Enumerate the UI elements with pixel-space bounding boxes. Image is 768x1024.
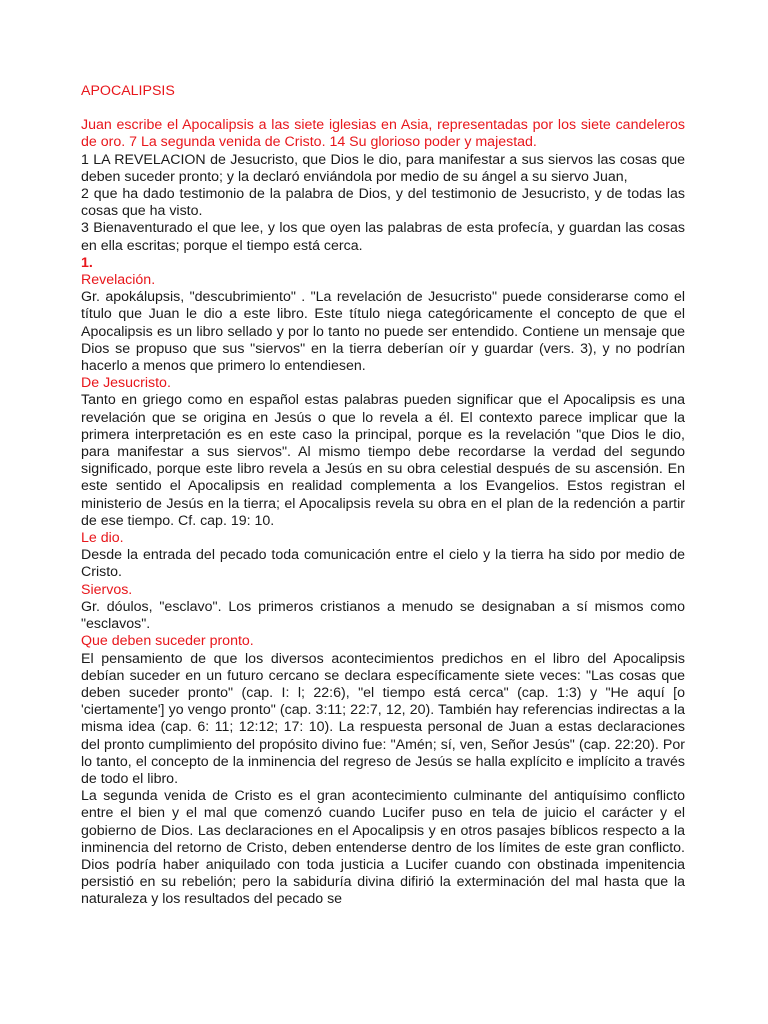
note-heading-que-deben-suceder: Que deben suceder pronto. [81,633,254,650]
note-heading-siervos: Siervos. [81,581,133,598]
verse-1: 1 LA REVELACION de Jesucristo, que Dios le dio, para manifestar a sus siervos las cosas que deben suceder pronto; y la declaró enviándola por medio de su ángel a su siervo Juan, [81,151,685,185]
document-page [81,83,685,909]
note-text-le-dio: Desde la entrada del pecado toda comunicación entre el cielo y la tierra ha sido por medio de Cristo. [81,547,685,581]
note-heading-revelacion: Revelación. [81,272,156,289]
document-title: APOCALIPSIS [81,83,175,99]
note-text-revelacion: Gr. apokálupsis, "descubrimiento" . "La revelación de Jesucristo" puede considerarse como el título que Juan le dio a este libro. Este título niega categóricamente el concepto de que el Apocalipsis es un libro sellado y por lo tanto no puede ser entendido. Contiene un mensaje que Dios se propuso que sus "siervos" en la tierra deberían oír y guardar (vers. 3), y no podrían hacerlo a menos que primero lo entendiesen. [81,289,685,375]
note-heading-le-dio: Le dio. [81,530,124,547]
verse-3: 3 Bienaventurado el que lee, y los que oyen las palabras de esta profecía, y guardan las cosas en ella escritas; porque el tiempo está cerca. [81,220,685,254]
chapter-summary: Juan escribe el Apocalipsis a las siete iglesias en Asia, representadas por los siete candeleros de oro. 7 La segunda venida de Cristo. 14 Su glorioso poder y majestad. [81,117,685,151]
verse-2: 2 que ha dado testimonio de la palabra de Dios, y del testimonio de Jesucristo, y de todas las cosas que ha visto. [81,186,685,220]
note-text-que-deben-suceder-1: El pensamiento de que los diversos acontecimientos predichos en el libro del Apocalipsis debían suceder en un futuro cercano se declara específicamente siete veces: "Las cosas que deben suceder pronto" (cap. I: l; 22:6), "el tiempo está cerca" (cap. 1:3) y "He aquí [o 'ciertamente'] yo vengo pronto" (cap. 3:11; 22:7, 12, 20). También hay referencias indirectas a la misma idea (cap. 6: 11; 12:12; 17: 10). La respuesta personal de Juan a estas declaraciones del pronto cumplimiento del propósito divino fue: "Amén; sí, ven, Señor Jesús" (cap. 22:20). Por lo tanto, el concepto de la inminencia del regreso de Jesús se halla explícito e implícito a través de todo el libro. [81,650,685,787]
note-text-de-jesucristo: Tanto en griego como en español estas palabras pueden significar que el Apocalipsis es una revelación que se origina en Jesús o que lo revela a él. El contexto parece implicar que la primera interpretación es en este caso la principal, porque es la revelación "que Dios le dio, para manifestar a sus siervos". Al mismo tiempo debe recordarse la verdad del segundo significado, porque este libro revela a Jesús en su obra celestial después de su ascensión. En este sentido el Apocalipsis en realidad complementa a los Evangelios. Estos registran el ministerio de Jesús en la tierra; el Apocalipsis revela su obra en el plan de la redención a partir de ese tiempo. Cf. cap. 19: 10. [81,392,685,529]
commentary-verse-number: 1. [81,254,93,271]
note-text-siervos: Gr. dóulos, "esclavo". Los primeros cristianos a menudo se designaban a sí mismos como "esclavos". [81,598,685,633]
note-text-que-deben-suceder-2: La segunda venida de Cristo es el gran acontecimiento culminante del antiquísimo conflicto entre el bien y el mal que comenzó cuando Lucifer puso en tela de juicio el carácter y el gobierno de Dios. Las declaraciones en el Apocalipsis y en otros pasajes bíblicos respecto a la inminencia del retorno de Cristo, deben entenderse dentro de los límites de este gran conflicto. Dios podría haber aniquilado con toda justicia a Lucifer cuando con obstinada impenitencia persistió en su rebelión; pero la sabiduría divina difirió la exterminación del mal hasta que la naturaleza y los resultados del pecado se [81,788,685,908]
note-heading-de-jesucristo: De Jesucristo. [81,375,171,392]
